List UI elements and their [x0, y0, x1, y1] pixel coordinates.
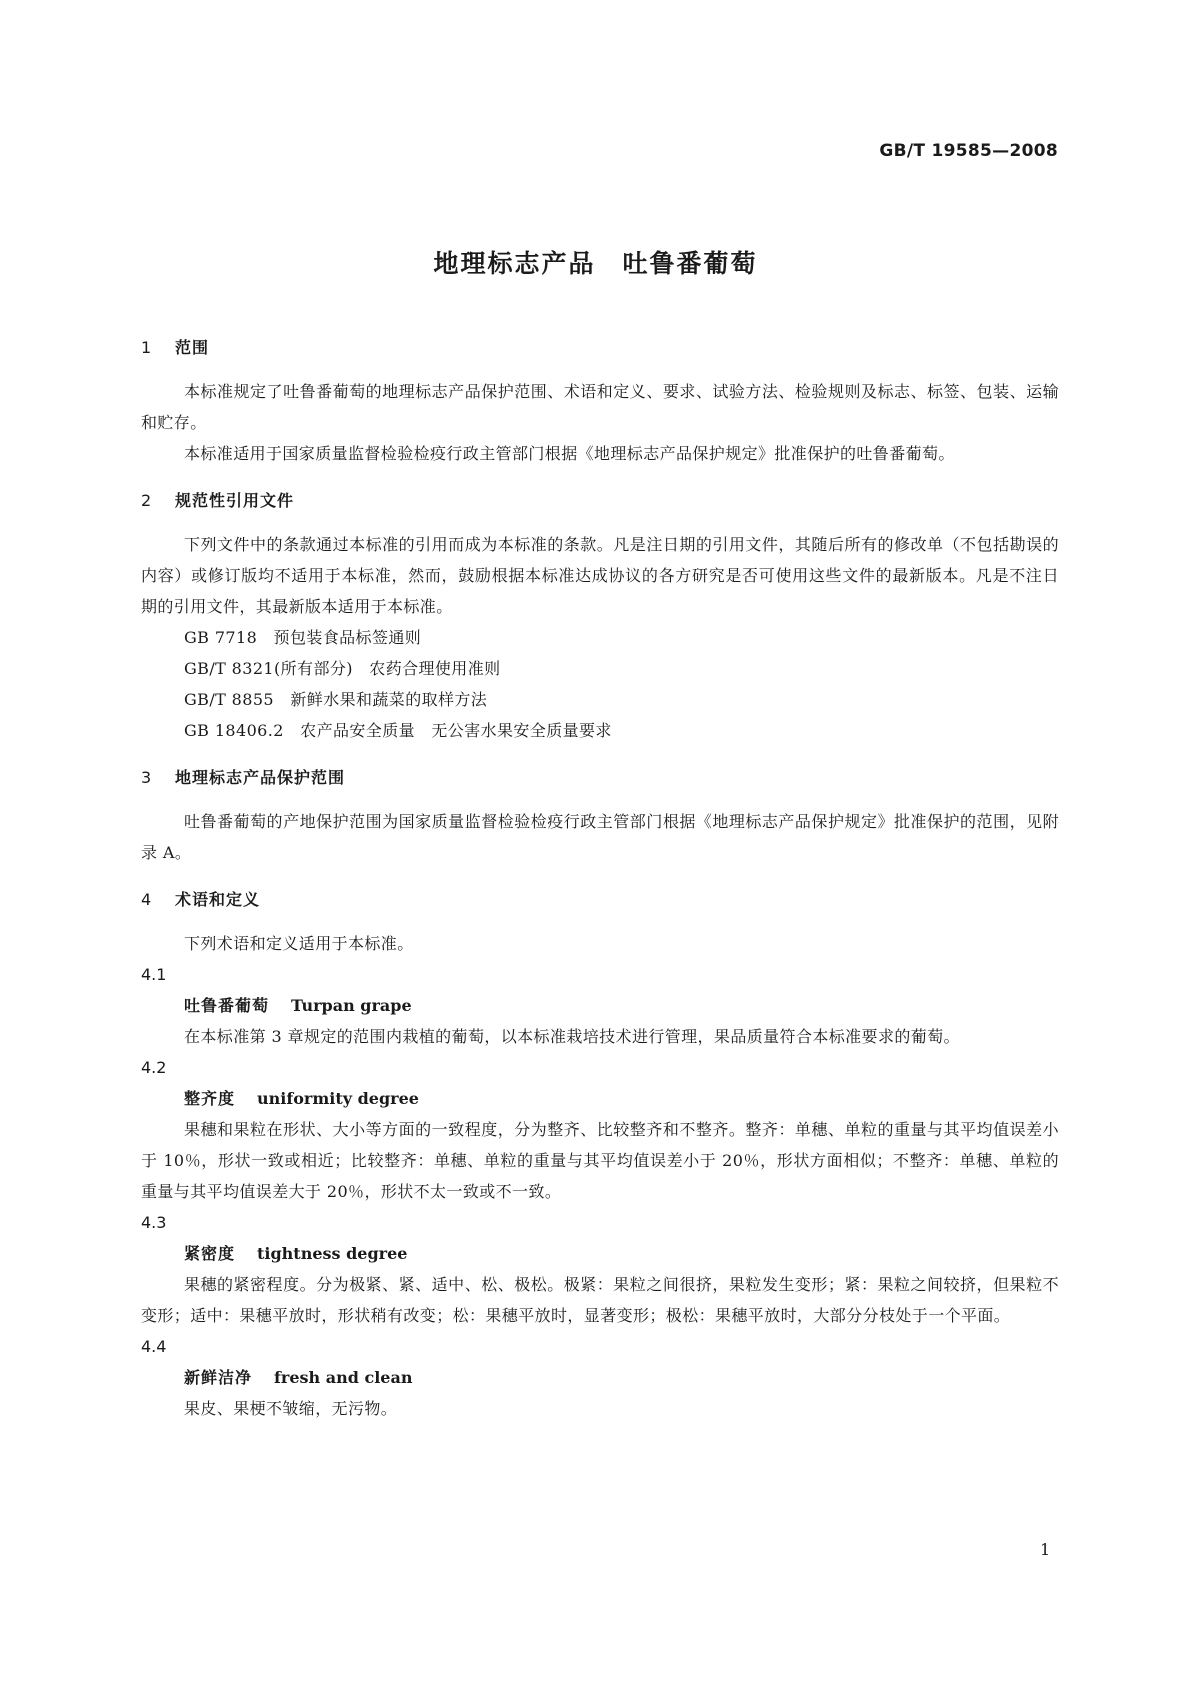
term-number: 4.4: [141, 1337, 167, 1356]
term-number: 4.3: [141, 1213, 167, 1232]
document-title: 地理标志产品 吐鲁番葡萄: [433, 249, 758, 278]
section-title: 术语和定义: [175, 890, 261, 909]
term-name: [184, 990, 1059, 1021]
paragraph: 下列文件中的条款通过本标准的引用而成为本标准的条款。凡是注日期的引用文件，其随后所有的修改单（不包括勘误的内容）或修订版均不适用于本标准，然而，鼓励根据本标准达成协议的各方研究是否可使用这些文件的最新版本。凡是不注日期的引用文件，其最新版本适用于本标准。: [141, 535, 1059, 616]
reference-item: GB/T 8321(所有部分) 农药合理使用准则: [184, 659, 501, 678]
section-number: 1: [141, 338, 153, 357]
term-english: tightness degree: [257, 1244, 408, 1263]
section-number: 4: [141, 890, 153, 909]
term-chinese: 整齐度: [184, 1089, 236, 1108]
paragraph: 下列术语和定义适用于本标准。: [184, 934, 414, 953]
section-heading-normative-references: [141, 489, 1059, 513]
section-heading-protection-scope: [141, 766, 1059, 790]
term-definition: 果穗的紧密程度。分为极紧、紧、适中、松、极松。极紧：果粒之间很挤，果粒发生变形；紧：果粒之间较挤，但果粒不变形；适中：果穗平放时，形状稍有改变；松：果穗平放时，显著变形；极松：果穗平放时，大部分分枝处于一个平面。: [141, 1275, 1059, 1325]
reference-item: GB 18406.2 农产品安全质量 无公害水果安全质量要求: [184, 721, 612, 740]
standard-code: GB/T 19585—2008: [879, 141, 1058, 161]
term-english: fresh and clean: [274, 1368, 413, 1387]
term-chinese: 新鲜洁净: [184, 1368, 253, 1387]
term-name: [184, 1362, 1059, 1393]
term-number: 4.1: [141, 965, 167, 984]
reference-item: GB 7718 预包装食品标签通则: [184, 628, 422, 647]
section-title: 范围: [175, 338, 210, 357]
term-chinese: 紧密度: [184, 1244, 236, 1263]
section-title: 地理标志产品保护范围: [175, 768, 346, 787]
term-english: Turpan grape: [291, 996, 412, 1015]
document-body: [141, 336, 1059, 1424]
paragraph: 吐鲁番葡萄的产地保护范围为国家质量监督检验检疫行政主管部门根据《地理标志产品保护规定》批准保护的范围，见附录 A。: [141, 812, 1059, 862]
section-heading-terms-definitions: [141, 888, 1059, 912]
term-definition: 果皮、果梗不皱缩，无污物。: [184, 1399, 398, 1418]
section-title: 规范性引用文件: [175, 491, 295, 510]
term-definition: 在本标准第 3 章规定的范围内栽植的葡萄，以本标准栽培技术进行管理，果品质量符合本标准要求的葡萄。: [184, 1027, 960, 1046]
term-number: 4.2: [141, 1058, 167, 1077]
section-number: 3: [141, 768, 153, 787]
paragraph: 本标准规定了吐鲁番葡萄的地理标志产品保护范围、术语和定义、要求、试验方法、检验规则及标志、标签、包装、运输和贮存。: [141, 382, 1059, 432]
paragraph: 本标准适用于国家质量监督检验检疫行政主管部门根据《地理标志产品保护规定》批准保护的吐鲁番葡萄。: [184, 444, 955, 463]
term-definition: 果穗和果粒在形状、大小等方面的一致程度，分为整齐、比较整齐和不整齐。整齐：单穗、单粒的重量与其平均值误差小于 10％，形状一致或相近；比较整齐：单穗、单粒的重量与其平均值误差小于 20％，形状方面相似；不整齐：单穗、单粒的重量与其平均值误差大于 20％，形状不太一致或不一致。: [141, 1120, 1059, 1201]
term-name: [184, 1238, 1059, 1269]
term-name: [184, 1083, 1059, 1114]
reference-item: GB/T 8855 新鲜水果和蔬菜的取样方法: [184, 690, 488, 709]
section-heading-scope: [141, 336, 1059, 360]
section-number: 2: [141, 491, 153, 510]
term-chinese: 吐鲁番葡萄: [184, 996, 270, 1015]
term-english: uniformity degree: [257, 1089, 419, 1108]
page-number: 1: [1040, 1540, 1051, 1559]
